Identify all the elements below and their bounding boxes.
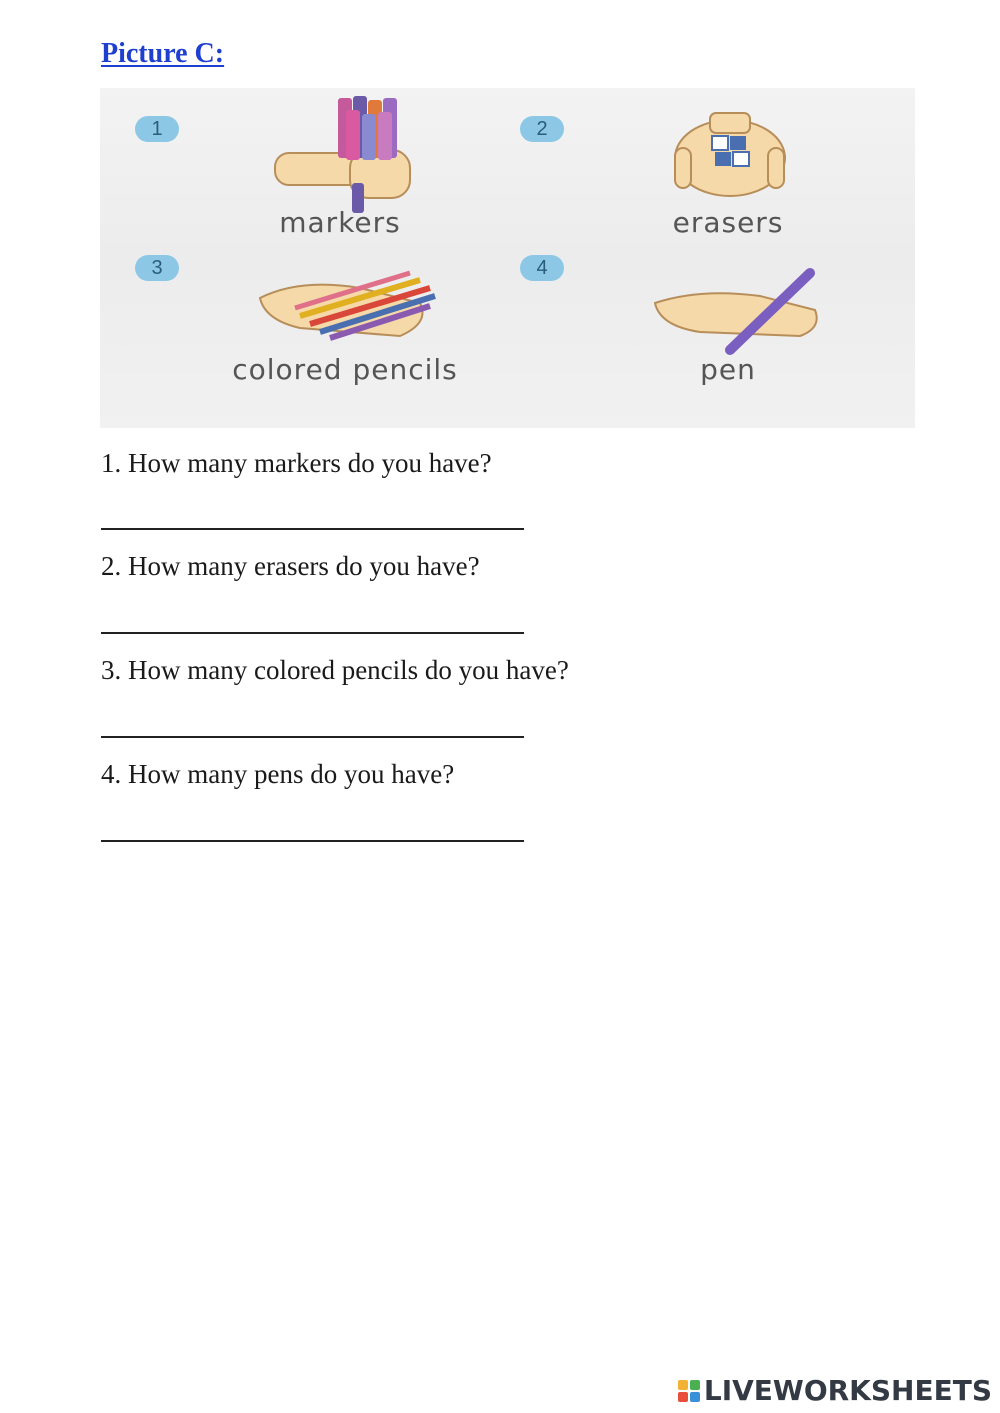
- school-supplies-picture: [100, 88, 915, 428]
- pen-hand-illustration: [655, 273, 817, 350]
- item-number-badge: 2: [520, 116, 564, 142]
- erasers-hand-illustration: [675, 113, 785, 196]
- question-1: 1. How many markers do you have?: [101, 448, 492, 478]
- brand-name: LIVEWORKSHEETS: [703, 1374, 992, 1407]
- liveworksheets-logo-icon: [678, 1380, 700, 1402]
- item-number-badge: 3: [135, 255, 179, 281]
- item-number-badge: 1: [135, 116, 179, 142]
- page-heading: Picture C:: [101, 38, 225, 69]
- question-2: 2. How many erasers do you have?: [101, 551, 480, 581]
- colored-pencils-hand-illustration: [260, 273, 435, 338]
- markers-hand-illustration: [275, 96, 410, 213]
- question-3: 3. How many colored pencils do you have?: [101, 655, 569, 685]
- answer-field-1[interactable]: [101, 528, 524, 530]
- question-4: 4. How many pens do you have?: [101, 759, 455, 789]
- item-label-markers: markers: [279, 206, 401, 239]
- item-label-erasers: erasers: [672, 206, 784, 239]
- answer-field-3[interactable]: [101, 736, 524, 738]
- liveworksheets-logo: [678, 1374, 992, 1407]
- item-label-colored-pencils: colored pencils: [232, 353, 458, 386]
- answer-input-2[interactable]: [101, 598, 528, 630]
- answer-input-4[interactable]: [101, 806, 528, 838]
- answer-input-3[interactable]: [101, 702, 528, 734]
- answer-field-4[interactable]: [101, 840, 524, 842]
- item-label-pen: pen: [700, 353, 756, 386]
- answer-input-1[interactable]: [101, 494, 528, 526]
- answer-field-2[interactable]: [101, 632, 524, 634]
- item-number-badge: 4: [520, 255, 564, 281]
